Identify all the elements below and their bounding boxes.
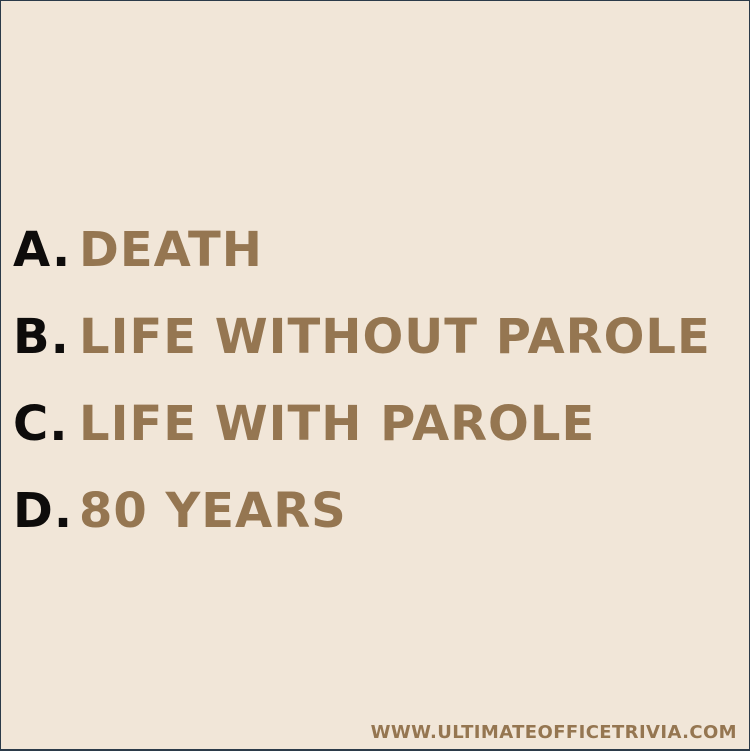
answer-options-list [13,221,743,540]
answer-letter-a: A. [13,222,72,278]
answer-option-d[interactable] [13,482,743,540]
trivia-card [1,1,749,749]
answer-option-c[interactable] [13,395,743,453]
answer-letter-c: C. [13,396,69,452]
answer-option-b[interactable] [13,308,743,366]
answer-option-a[interactable] [13,221,743,279]
answer-text-a: DEATH [79,222,263,278]
website-url: WWW.ULTIMATEOFFICETRIVIA.COM [370,722,737,743]
answer-letter-b: B. [13,309,70,365]
answer-text-d: 80 YEARS [79,483,347,539]
answer-letter-d: D. [13,483,74,539]
answer-text-c: LIFE WITH PAROLE [79,396,596,452]
answer-text-b: LIFE WITHOUT PAROLE [79,309,711,365]
